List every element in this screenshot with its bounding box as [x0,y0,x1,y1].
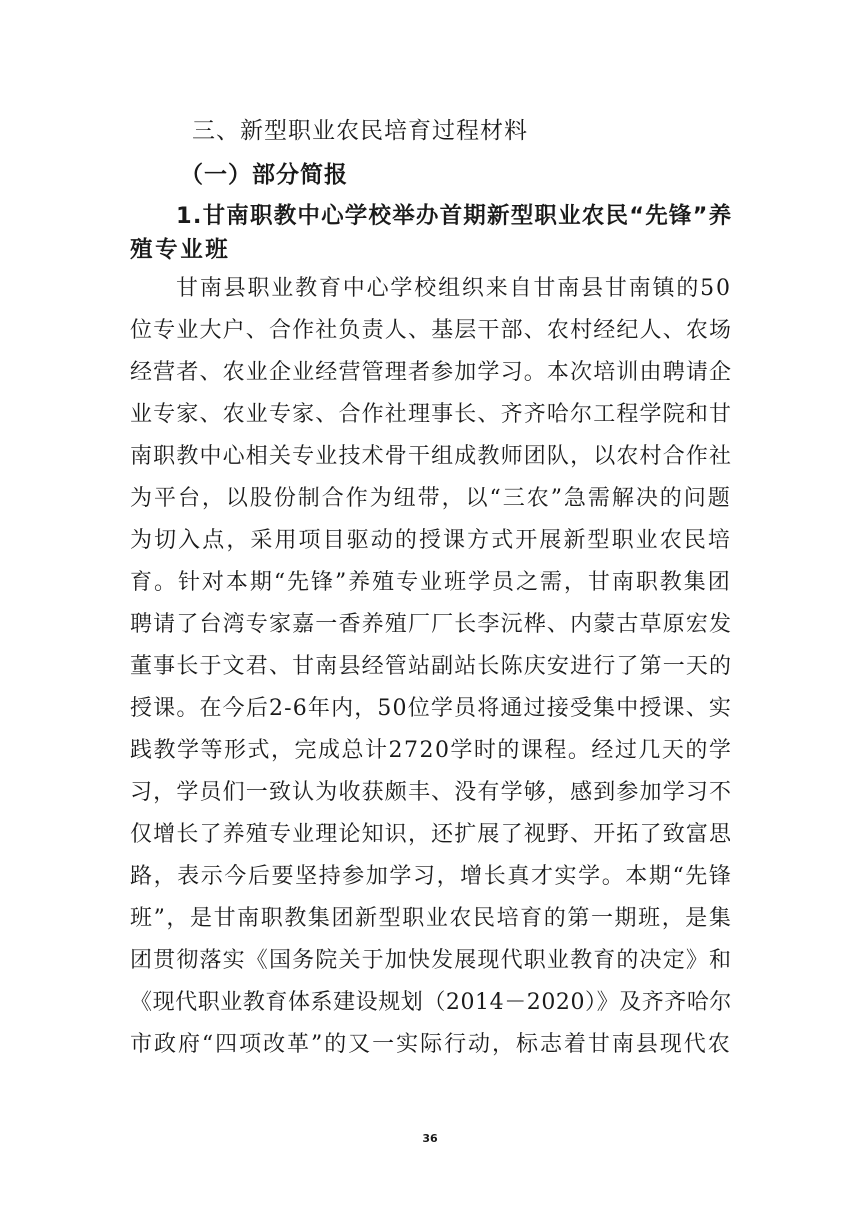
body-line: 班”，是甘南职教集团新型职业农民培育的第一期班，是集 [130,906,733,931]
article-title-line-2: 殖专业班 [130,237,231,263]
body-line: 为切入点，采用项目驱动的授课方式开展新型职业农民培 [130,528,733,553]
subsection-heading: （一）部分简报 [180,162,348,188]
body-line: 践教学等形式，完成总计2720学时的课程。经过几天的学 [130,738,733,763]
body-line: 业专家、农业专家、合作社理事长、齐齐哈尔工程学院和甘 [130,402,733,427]
body-line: 市政府“四项改革”的又一实际行动，标志着甘南县现代农 [130,1032,732,1057]
body-line: 授课。在今后2-6年内，50位学员将通过接受集中授课、实 [130,696,733,721]
body-line: 习，学员们一致认为收获颇丰、没有学够，感到参加学习不 [130,780,733,805]
body-line: 经营者、农业企业经营管理者参加学习。本次培训由聘请企 [130,360,733,385]
body-line: 路，表示今后要坚持参加学习，增长真才实学。本期“先锋 [130,864,733,889]
body-line: 董事长于文君、甘南县经管站副站长陈庆安进行了第一天的 [130,654,733,679]
body-line: 甘南县职业教育中心学校组织来自甘南县甘南镇的50 [176,276,732,301]
body-line: 育。针对本期“先锋”养殖专业班学员之需，甘南职教集团 [130,570,732,595]
section-heading: 三、新型职业农民培育过程材料 [192,118,528,144]
body-line: 聘请了台湾专家嘉一香养殖厂厂长李沅桦、内蒙古草原宏发 [130,612,733,637]
body-line: 团贯彻落实《国务院关于加快发展现代职业教育的决定》和 [130,948,733,973]
body-line: 位专业大户、合作社负责人、基层干部、农村经纪人、农场 [130,318,733,343]
page-number: 36 [422,1132,438,1145]
body-line: 《现代职业教育体系建设规划（2014－2020）》及齐齐哈尔 [130,990,732,1015]
article-title-line-1: 1.甘南职教中心学校举办首期新型职业农民“先锋”养 [176,203,733,229]
body-line: 仅增长了养殖专业理论知识，还扩展了视野、开拓了致富思 [130,822,733,847]
body-line: 南职教中心相关专业技术骨干组成教师团队，以农村合作社 [130,444,733,469]
body-line: 为平台，以股份制合作为纽带，以“三农”急需解决的问题 [130,486,732,511]
